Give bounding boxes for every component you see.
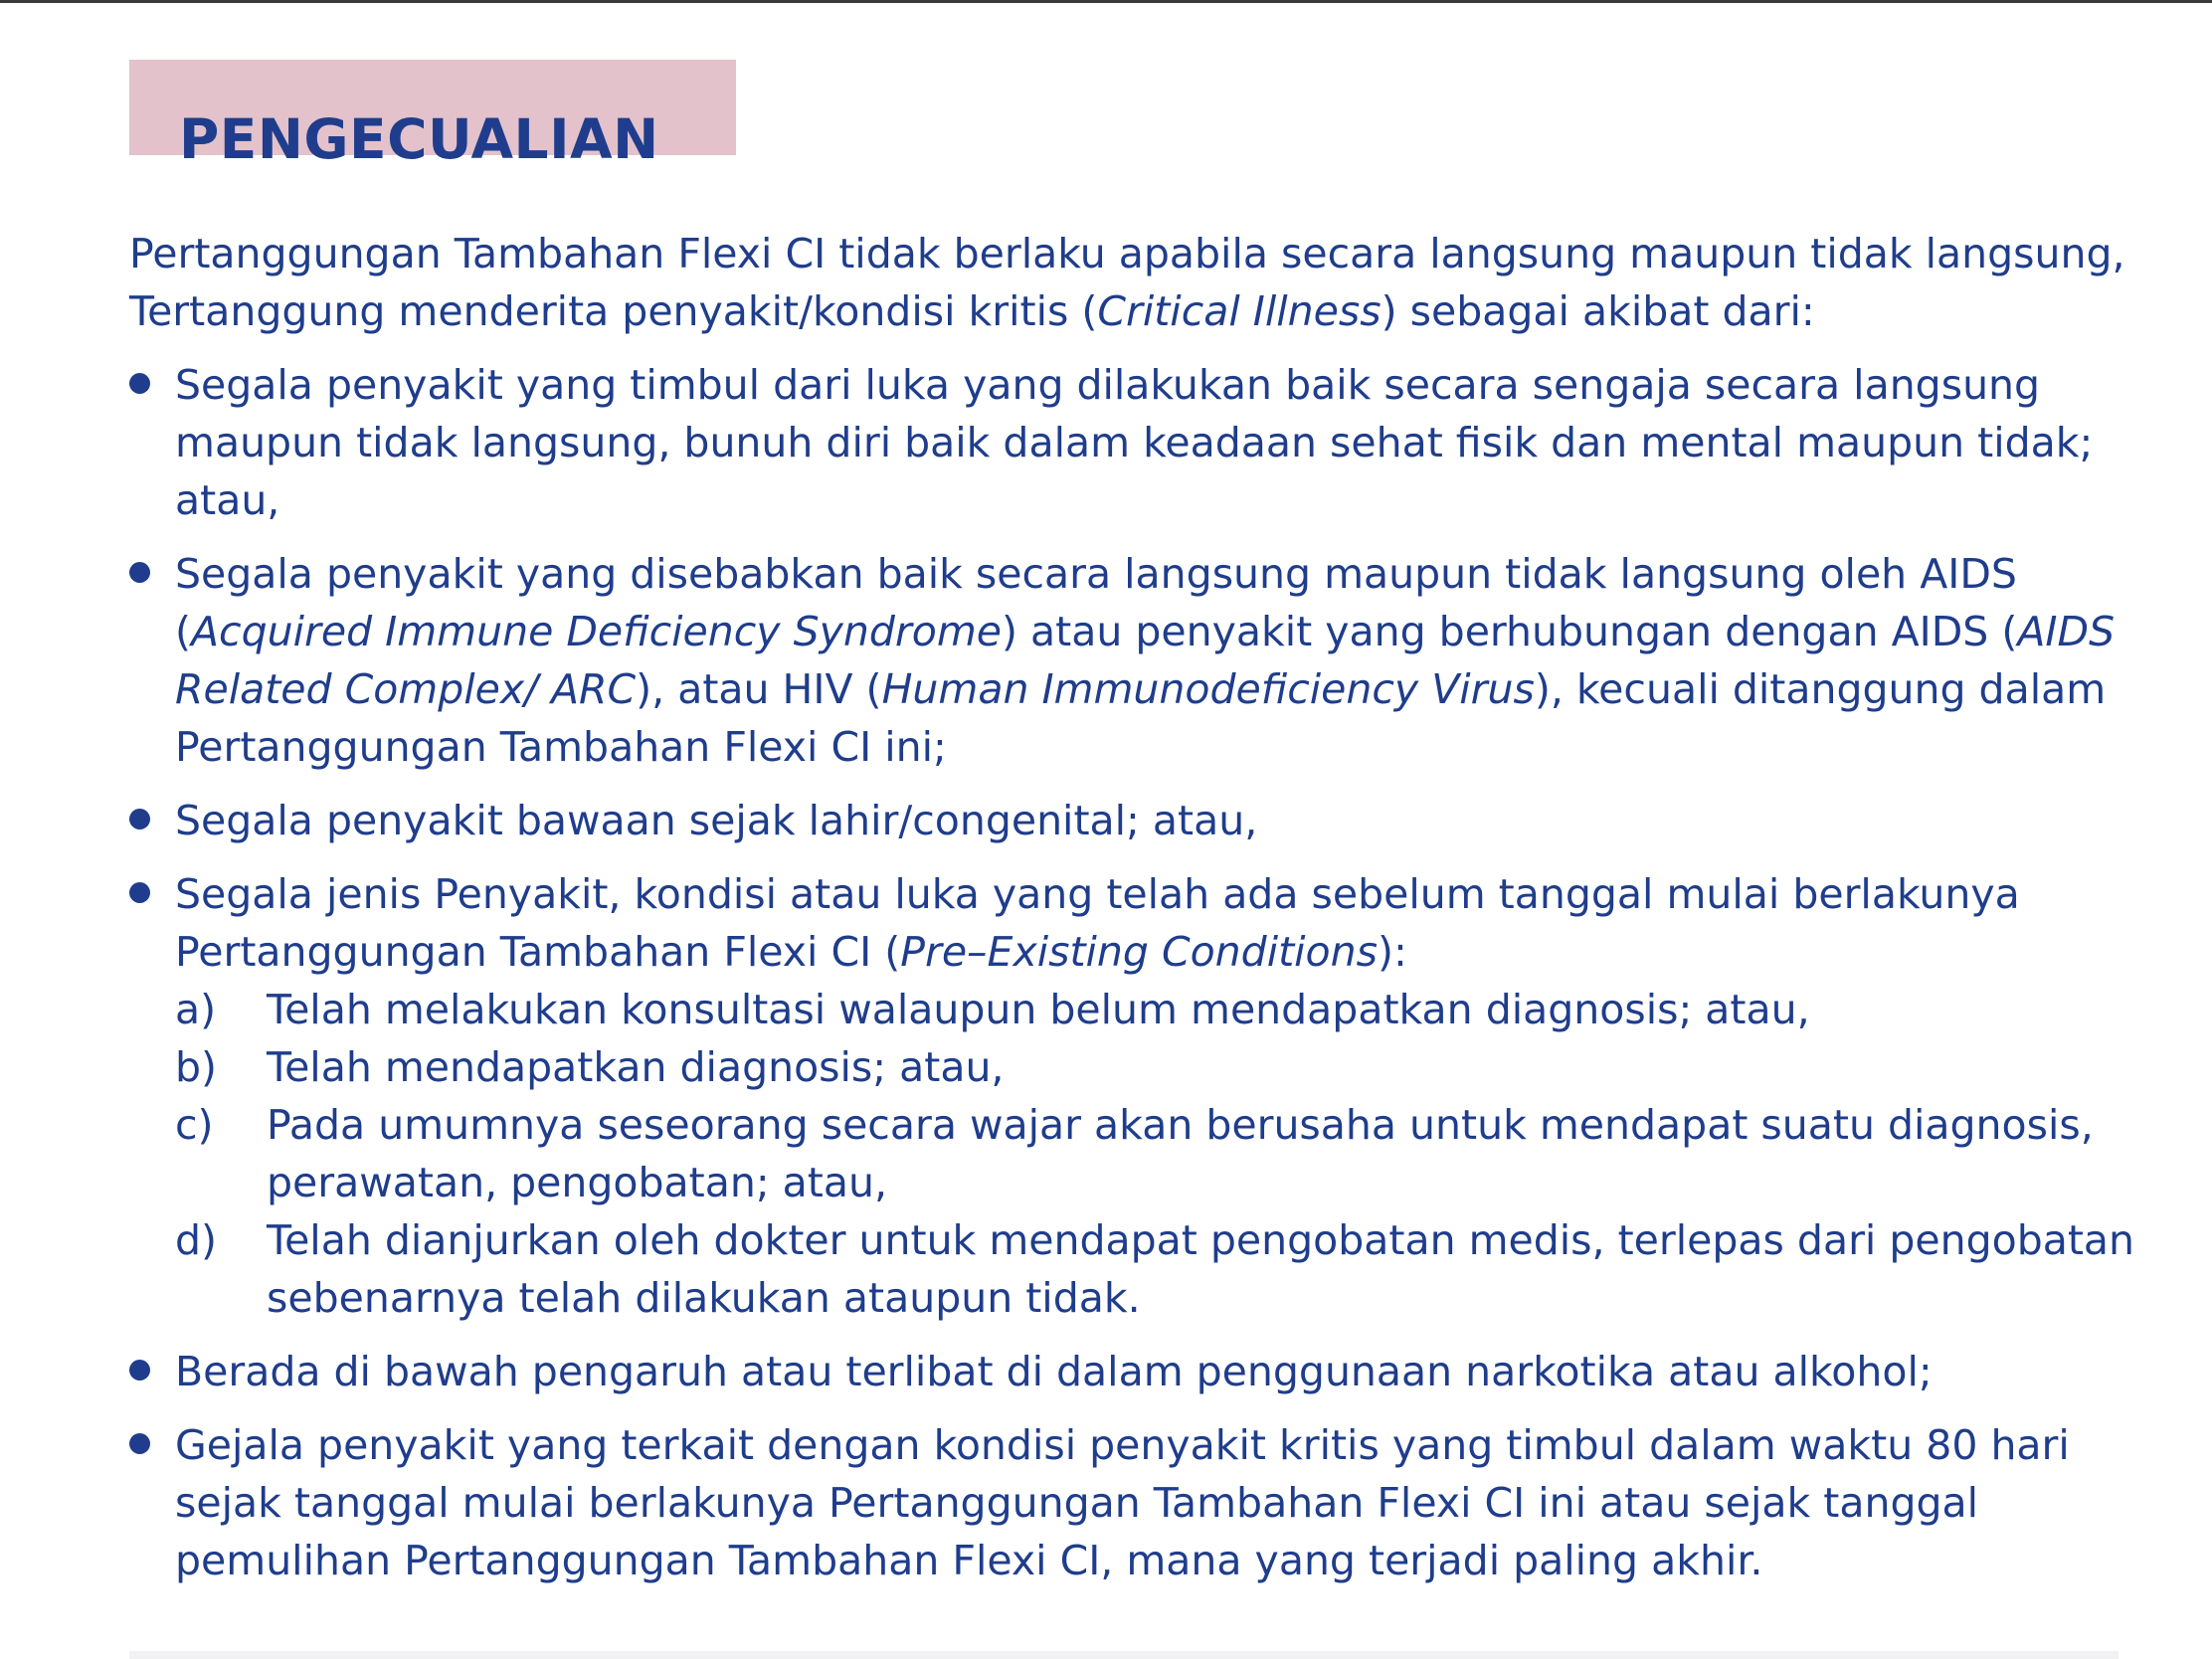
sub-item [175, 1096, 2148, 1211]
exclusion-text: Segala penyakit yang disebabkan baik secara langsung maupun tidak langsung oleh AIDS ( [175, 550, 2017, 655]
sub-item-text: Telah mendapatkan diagnosis; atau, [267, 1043, 1005, 1091]
sub-item-text: Telah dianjurkan oleh dokter untuk mendapat pengobatan medis, terlepas dari pengobatan sebenarnya telah dilakukan ataupun tidak. [267, 1216, 2135, 1322]
sub-item-marker: a) [175, 986, 217, 1033]
exclusion-text: ): [1377, 928, 1407, 976]
top-border-line [0, 0, 2212, 3]
intro-text-end: ) sebagai akibat dari: [1381, 287, 1815, 335]
intro-paragraph [129, 225, 2148, 340]
intro-text: Pertanggungan Tambahan Flexi CI tidak berlaku apabila secara langsung maupun tidak langsung, Tertanggung menderita penyakit/kondisi kritis ( [129, 230, 2125, 335]
exclusion-item [129, 1416, 2148, 1589]
section-title: PENGECUALIAN [179, 107, 659, 171]
sub-list [175, 981, 2148, 1327]
exclusion-item [129, 865, 2148, 1327]
exclusion-list [129, 356, 2148, 1589]
sub-item [175, 1038, 2148, 1096]
sub-item [175, 981, 2148, 1038]
exclusion-text: Berada di bawah pengaruh atau terlibat di dalam penggunaan narkotika atau alkohol; [175, 1348, 1933, 1395]
sub-item-text: Telah melakukan konsultasi walaupun belum mendapatkan diagnosis; atau, [267, 986, 1810, 1033]
italic-term: AIDS Related Complex/ ARC [175, 608, 2116, 713]
exclusion-text: ) atau penyakit yang berhubungan dengan AIDS ( [1002, 608, 2018, 655]
italic-term: Human Immunodeficiency Virus [881, 665, 1535, 713]
bullet-icon [129, 373, 150, 394]
bullet-icon [129, 809, 150, 830]
bullet-icon [129, 1433, 150, 1454]
exclusion-item [129, 792, 2148, 849]
exclusion-text: Segala jenis Penyakit, kondisi atau luka yang telah ada sebelum tanggal mulai berlakunya Pertanggungan Tambahan Flexi CI ( [175, 870, 2020, 976]
sub-item-marker: b) [175, 1043, 218, 1091]
exclusion-text: Segala penyakit yang timbul dari luka yang dilakukan baik secara sengaja secara langsung maupun tidak langsung, bunuh diri baik dalam keadaan sehat fisik dan mental maupun tidak; atau, [175, 361, 2094, 524]
sub-item [175, 1211, 2148, 1327]
italic-term: Acquired Immune Deficiency Syndrome [191, 608, 1002, 655]
bullet-icon [129, 882, 150, 903]
sub-item-text: Pada umumnya seseorang secara wajar akan berusaha untuk mendapat suatu diagnosis, perawatan, pengobatan; atau, [267, 1101, 2094, 1206]
exclusion-text: ), atau HIV ( [636, 665, 882, 713]
bullet-icon [129, 1360, 150, 1381]
exclusions-content [129, 225, 2148, 1605]
exclusion-item [129, 356, 2148, 529]
sub-item-marker: d) [175, 1216, 218, 1264]
bottom-edge-strip [129, 1651, 2119, 1659]
exclusion-text: ), kecuali ditanggung dalam Pertanggungan Tambahan Flexi CI ini; [175, 665, 2107, 771]
exclusion-text: Segala penyakit bawaan sejak lahir/congenital; atau, [175, 797, 1258, 844]
exclusion-text: Gejala penyakit yang terkait dengan kondisi penyakit kritis yang timbul dalam waktu 80 hari sejak tanggal mulai berlakunya Pertanggungan Tambahan Flexi CI ini atau sejak tanggal pemulihan Pertanggungan Tambahan Flexi CI, mana yang terjadi paling akhir. [175, 1421, 2070, 1584]
intro-italic-term: Critical Illness [1097, 287, 1382, 335]
exclusion-item [129, 1343, 2148, 1400]
exclusion-item [129, 545, 2148, 776]
italic-term: Pre–Existing Conditions [900, 928, 1378, 976]
bullet-icon [129, 562, 150, 583]
sub-item-marker: c) [175, 1101, 214, 1149]
